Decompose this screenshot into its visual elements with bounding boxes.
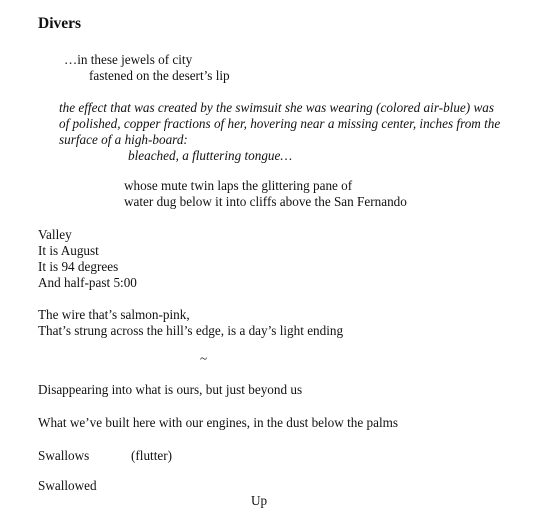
stanza5-line-2: That’s strung across the hill’s edge, is a day’s light ending: [38, 323, 344, 338]
poem-title: Divers: [38, 15, 82, 32]
stanza1-line-1: …in these jewels of city: [64, 52, 193, 67]
italic-line-4: bleached, a fluttering tongue…: [128, 148, 293, 163]
line-built: What we’ve built here with our engines, in the dust below the palms: [38, 415, 399, 430]
italic-line-3: surface of a high-board:: [59, 132, 188, 147]
stanza1-line-2: fastened on the desert’s lip: [89, 68, 230, 83]
stanza4-line-2: It is August: [38, 243, 99, 258]
stanza4-line-1: Valley: [38, 227, 72, 242]
stanza5-line-1: The wire that’s salmon-pink,: [38, 307, 190, 322]
stanza4-line-3: It is 94 degrees: [38, 259, 119, 274]
stanza4-line-4: And half-past 5:00: [38, 275, 137, 290]
stanza3-line-2: water dug below it into cliffs above the San Fernando: [124, 194, 407, 209]
swallowed-word: Swallowed: [38, 478, 97, 493]
flutter-word: (flutter): [131, 448, 173, 463]
line-disappearing: Disappearing into what is ours, but just beyond us: [38, 382, 303, 397]
tilde-separator: ~: [200, 351, 208, 366]
up-word: Up: [251, 493, 268, 508]
italic-line-2: of polished, copper fractions of her, hovering near a missing center, inches from the: [59, 116, 501, 131]
swallows-word: Swallows: [38, 448, 90, 463]
italic-line-1: the effect that was created by the swimsuit she was wearing (colored air-blue) was: [59, 100, 494, 115]
stanza3-line-1: whose mute twin laps the glittering pane of: [124, 178, 353, 193]
